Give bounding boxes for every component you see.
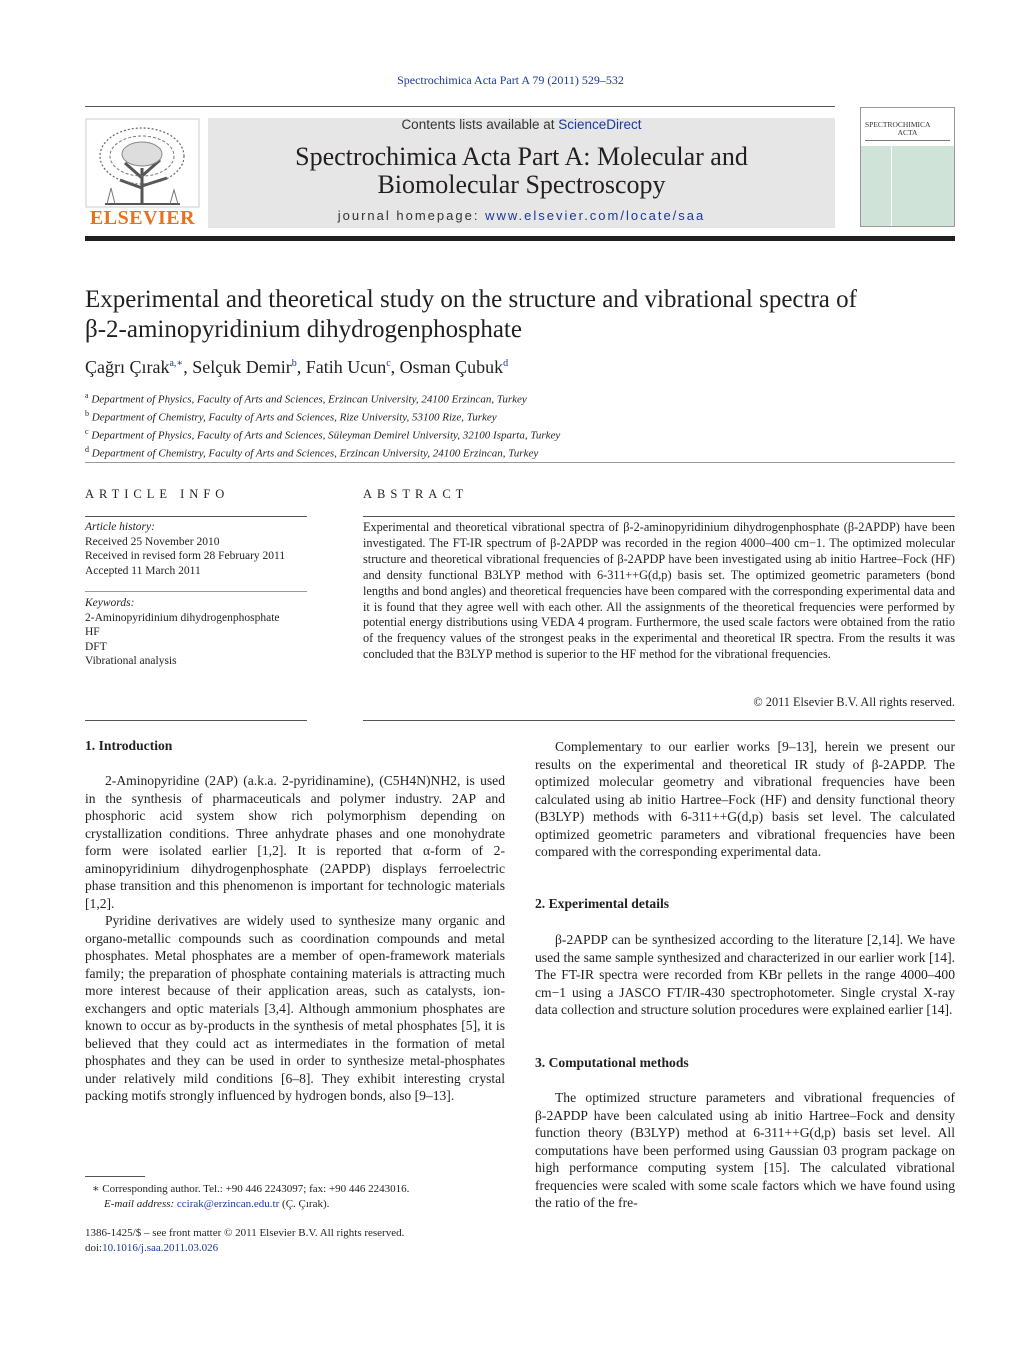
keyword: DFT bbox=[85, 640, 107, 653]
author-name: Çağrı Çırak bbox=[85, 357, 170, 377]
keywords-rule bbox=[85, 591, 307, 592]
paragraph: 2-Aminopyridine (2AP) (a.k.a. 2-pyridinamine), (C5H4N)NH2, is used in the synthesis of pharmaceuticals and polymer industry. 2AP and phosphoric acid system show rich polymorphism depending on crystallization conditions. Three anhydrate phases and one monohydrate form were isolated earlier [1,2]. It is reported that α-form of 2-aminopyridinium dihydrogenphosphate (2APDP) displays ferroelectric phase transition and this phenomenon is important for technologic materials [1,2]. bbox=[85, 773, 505, 911]
section-heading-introduction: 1. Introduction bbox=[85, 738, 173, 753]
article-title bbox=[85, 285, 955, 345]
paragraph: Complementary to our earlier works [9–13], herein we present our results on the experimental and theoretical IR study of β-2APDP. The optimized molecular geometry and vibrational frequencies have been calculated using ab initio Hartree–Fock (HF) and density functional theory (B3LYP) methods with 6-311++G(d,p) basis set level. The calculated optimized geometric parameters and vibrational frequencies have been compared with the corresponding experimental data. bbox=[535, 739, 955, 859]
article-info-bottom-rule bbox=[85, 720, 307, 721]
author-affil-marker[interactable]: b bbox=[291, 358, 297, 369]
contents-available-line bbox=[208, 117, 835, 132]
keywords-label: Keywords: bbox=[85, 597, 135, 609]
affiliation-marker: c bbox=[85, 426, 89, 436]
journal-homepage bbox=[208, 208, 835, 223]
abstract-text: Experimental and theoretical vibrational spectra of β-2-aminopyridinium dihydrogenphosphate (β-2APDP) have been investigated. The FT-IR spectrum of β-2APDP was recorded in the region 4000–400 cm−1. The optimized molecular structure and theoretical vibrational frequencies of β-2APDP have been investigated using ab initio Hartree–Fock (HF) and density functional B3LYP method with 6-311++G(d,p) basis set. The optimized geometric parameters (bond lengths and bond angles) and theoretical frequencies have been compared with the corresponding experimental data and it is found that they agree well with each other. All the assignments of the theoretical frequencies were performed by potential energy distributions using VEDA 4 program. Furthermore, the used scale factors were obtained from the ratio of the frequency values of the strongest peaks in the experimental and theoretical IR spectra. From the results it was concluded that the B3LYP method is superior to the HF method for the vibrational frequencies. bbox=[363, 520, 955, 662]
right-column-intro-continued bbox=[535, 738, 955, 861]
title-block-rule bbox=[85, 462, 955, 463]
title-line1: Experimental and theoretical study on the structure and vibrational spectra of bbox=[85, 286, 857, 313]
affiliation-text: Department of Chemistry, Faculty of Arts and Sciences, Rize University, 53100 Rize, Turkey bbox=[91, 411, 497, 424]
keyword: Vibrational analysis bbox=[85, 655, 177, 667]
journal-cover-thumbnail[interactable] bbox=[860, 107, 955, 227]
affiliation bbox=[85, 389, 955, 407]
abstract-heading: ABSTRACT bbox=[363, 487, 469, 501]
author bbox=[192, 357, 296, 377]
sciencedirect-link[interactable]: ScienceDirect bbox=[558, 117, 642, 132]
abstract-bottom-rule bbox=[363, 720, 955, 721]
contents-prefix: Contents lists available at bbox=[401, 117, 559, 132]
abstract-rule bbox=[363, 516, 955, 517]
paragraph: Pyridine derivatives are widely used to synthesize many organic and organo-metallic compounds such as coordination compounds and metal phosphates. Metal phosphates are a member of open-framework materials family; the preparation of phosphate containing materials is attracting much more interest because of their application areas, such as catalysts, ion-exchangers and optic materials [3,4]. Although ammonium phosphates are known to occur as by-products in the synthesis of metal phosphates [5], it is believed that they could act as intermediates in the formation of metal phosphates and they can be used in order to synthesize metal-phosphates under relatively mild conditions [6–8]. They exhibit interesting crystal packing motifs strongly influenced by hydrogen bonds, also [9–13]. bbox=[85, 913, 505, 1103]
affiliation bbox=[85, 425, 955, 443]
affiliation bbox=[85, 443, 955, 461]
received-date: Received 25 November 2010 bbox=[85, 535, 220, 548]
history-label: Article history: bbox=[85, 521, 155, 533]
revised-date: Received in revised form 28 February 2011 bbox=[85, 550, 286, 562]
elsevier-logo bbox=[85, 118, 200, 230]
cover-stripe bbox=[891, 146, 892, 226]
author-name: Selçuk Demir bbox=[192, 357, 292, 377]
journal-name-line2: Biomolecular Spectroscopy bbox=[377, 170, 666, 199]
homepage-link[interactable]: www.elsevier.com/locate/saa bbox=[485, 208, 706, 223]
author-name: Fatih Ucun bbox=[305, 357, 387, 377]
affiliation-marker: d bbox=[85, 444, 89, 454]
corresponding-author-text: ∗ Corresponding author. Tel.: +90 446 2243097; fax: +90 446 2243016. bbox=[92, 1183, 410, 1195]
affiliation-text: Department of Physics, Faculty of Arts and Sciences, Süleyman Demirel University, 32100 Isparta, Turkey bbox=[91, 429, 561, 442]
front-matter-info bbox=[85, 1226, 505, 1255]
elsevier-wordmark: ELSEVIER bbox=[89, 207, 196, 229]
email-line bbox=[92, 1197, 512, 1212]
affiliation bbox=[85, 407, 955, 425]
author-affil-marker[interactable]: d bbox=[503, 358, 509, 369]
affiliation-text: Department of Chemistry, Faculty of Arts and Sciences, Erzincan University, 24100 Erzincan, Turkey bbox=[91, 447, 539, 460]
affiliation-list bbox=[85, 389, 955, 461]
author bbox=[306, 357, 391, 377]
journal-name bbox=[208, 143, 835, 199]
abstract-copyright: © 2011 Elsevier B.V. All rights reserved. bbox=[753, 695, 955, 709]
article-info-heading: ARTICLE INFO bbox=[85, 487, 230, 501]
email-link[interactable]: ccirak@erzincan.edu.tr bbox=[176, 1197, 280, 1210]
title-line2: β-2-aminopyridinium dihydrogenphosphate bbox=[85, 316, 522, 343]
cover-title-line2: ACTA bbox=[897, 128, 918, 137]
section-heading-experimental: 2. Experimental details bbox=[535, 896, 670, 911]
keyword-list bbox=[85, 596, 307, 669]
keyword: HF bbox=[85, 626, 100, 638]
article-info-rule bbox=[85, 516, 307, 517]
header-rule bbox=[85, 106, 835, 107]
front-matter-text: 1386-1425/$ – see front matter © 2011 Elsevier B.V. All rights reserved. bbox=[85, 1227, 405, 1239]
keyword: 2-Aminopyridinium dihydrogenphosphate bbox=[85, 611, 280, 624]
footnote-rule bbox=[85, 1176, 145, 1177]
author bbox=[85, 357, 183, 377]
affiliation-marker: b bbox=[85, 408, 89, 418]
affiliation-marker: a bbox=[85, 391, 89, 400]
cover-title-line1: SPECTROCHIMICA bbox=[865, 120, 931, 129]
cover-rule bbox=[865, 140, 950, 141]
homepage-label: journal homepage: bbox=[337, 208, 486, 223]
article-history bbox=[85, 520, 307, 578]
email-suffix: (Ç. Çırak). bbox=[279, 1197, 330, 1210]
journal-name-line1: Spectrochimica Acta Part A: Molecular and bbox=[295, 142, 748, 171]
doi-line bbox=[85, 1241, 505, 1256]
author-name: Osman Çubuk bbox=[399, 357, 504, 377]
doi-label: doi: bbox=[85, 1241, 103, 1254]
author-affil-marker[interactable]: c bbox=[386, 358, 391, 369]
doi-link[interactable]: 10.1016/j.saa.2011.03.026 bbox=[102, 1241, 219, 1254]
affiliation-text: Department of Physics, Faculty of Arts and Sciences, Erzincan University, 24100 Erzincan, Turkey bbox=[91, 393, 527, 406]
accepted-date: Accepted 11 March 2011 bbox=[85, 564, 201, 577]
paragraph: The optimized structure parameters and vibrational frequencies of β-2APDP have been calculated using ab initio Hartree–Fock and density function theory (B3LYP) method at 6-311++G(d,p) basis set level. All computations have been performed using Gaussian 03 program package on high performance computing system [15]. The calculated vibrational frequencies were scaled with some scale factors which we have found using the ratio of the fre- bbox=[535, 1090, 955, 1210]
author-affil-marker[interactable]: a,∗ bbox=[169, 358, 184, 369]
section-heading-computational: 3. Computational methods bbox=[535, 1055, 689, 1070]
computational-text bbox=[535, 1089, 955, 1212]
email-label: E-mail address: bbox=[104, 1197, 177, 1210]
author bbox=[400, 357, 509, 377]
corresponding-author-footnote bbox=[92, 1182, 512, 1211]
journal-citation[interactable]: Spectrochimica Acta Part A 79 (2011) 529–532 bbox=[397, 73, 624, 87]
cover-title bbox=[865, 121, 950, 137]
experimental-text bbox=[535, 931, 955, 1019]
left-column-text bbox=[85, 772, 505, 1105]
paragraph: β-2APDP can be synthesized according to the literature [2,14]. We have used the same sample synthesized and characterized in our earlier work [14]. The FT-IR spectra were recorded from KBr pellets in the range 4000–400 cm−1 using a JASCO FT/IR-430 spectrophotometer. Single crystal X-ray data collection and structure solution procedures were explained earlier [14]. bbox=[535, 932, 955, 1017]
header-thick-rule bbox=[85, 236, 955, 241]
author-list: Çağrı Çırak$^{a,∗}$, Selçuk Demir$^b$, Fatih Ucun$^c$, Osman Çubuk$^d$ bbox=[85, 357, 509, 377]
